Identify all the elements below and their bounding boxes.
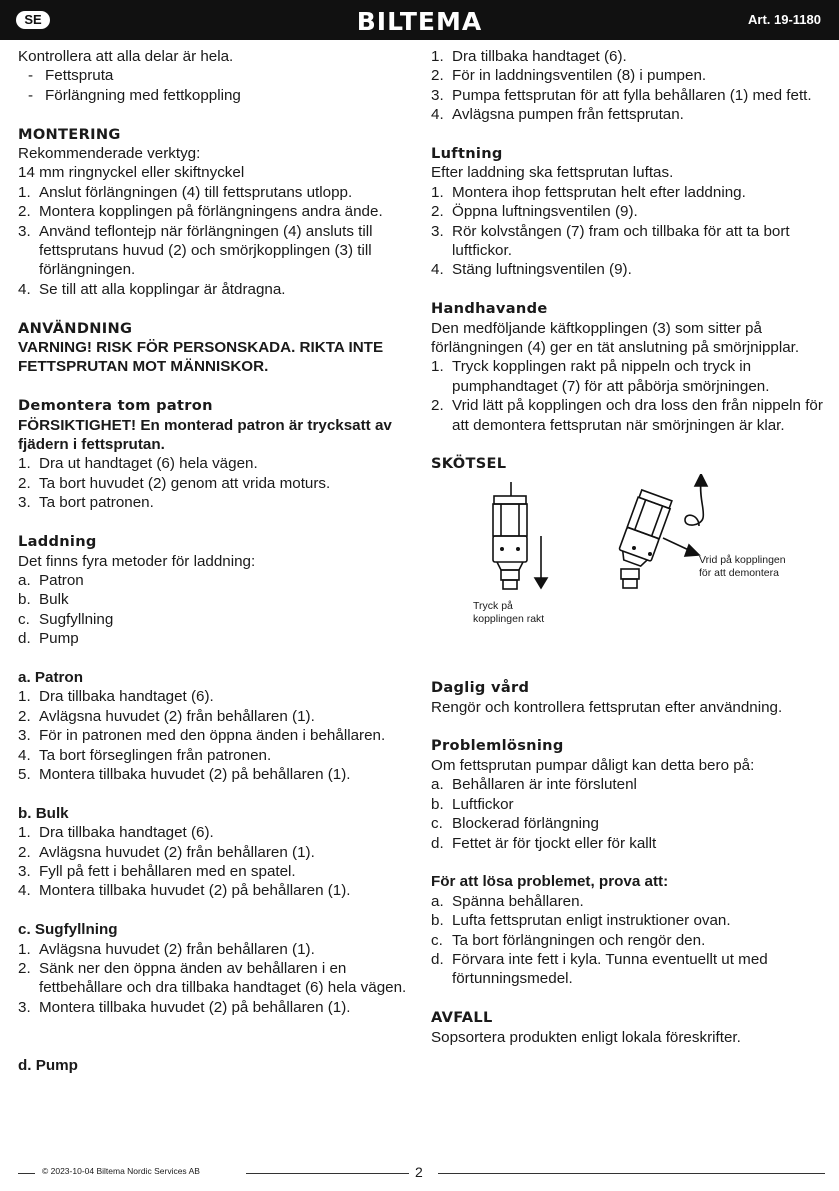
subheading-patron: a. Patron xyxy=(18,668,83,686)
language-badge: SE xyxy=(16,11,50,29)
list-item: 1. Dra tillbaka handtaget (6). xyxy=(18,824,214,842)
list-item: d. Pump xyxy=(18,630,79,648)
section-heading-demontera: Demontera tom patron xyxy=(18,397,213,415)
list-item: b. Luftfickor xyxy=(431,795,514,813)
intro-text: Kontrollera att alla delar är hela. xyxy=(18,48,234,65)
list-item: 2. Sänk ner den öppna änden av behållaren i en fettbehållare och dra tillbaka handtaget (6) hela vägen. xyxy=(18,959,407,997)
list-item: 3. Ta bort patronen. xyxy=(18,494,154,512)
list-item: 4. Ta bort förseglingen från patronen. xyxy=(18,746,272,764)
brand-logo: BILTEMA xyxy=(356,7,483,36)
laddning-intro: Det finns fyra metoder för laddning: xyxy=(18,552,256,570)
list-item: 2. Avlägsna huvudet (2) från behållaren (1). xyxy=(18,843,315,861)
list-item: 1. Dra tillbaka handtaget (6). xyxy=(18,688,214,706)
list-item: 5. Montera tillbaka huvudet (2) på behållaren (1). xyxy=(18,765,351,783)
section-heading-montering: MONTERING xyxy=(18,125,121,143)
tools-text: 14 mm ringnyckel eller skiftnyckel xyxy=(18,164,245,182)
page-number: 2 xyxy=(415,1164,423,1180)
list-item: 1. Montera ihop fettsprutan helt efter laddning. xyxy=(431,183,746,201)
footer-rule xyxy=(246,1173,409,1174)
caution-text: FÖRSIKTIGHET! En monterad patron är trycksatt av fjädern i fettsprutan. xyxy=(18,416,392,454)
header-bar xyxy=(0,0,839,40)
copyright-text: © 2023-10-04 Biltema Nordic Services AB xyxy=(42,1166,200,1176)
list-item: 1. Avlägsna huvudet (2) från behållaren (1). xyxy=(18,940,315,958)
list-item: 3. Montera tillbaka huvudet (2) på behållaren (1). xyxy=(18,998,351,1016)
list-item: 1. Tryck kopplingen rakt på nippeln och tryck in pumphandtaget (7) för att påbörja smörjningen. xyxy=(431,358,770,395)
list-item: 1. Dra ut handtaget (6) hela vägen. xyxy=(18,455,258,473)
handhavande-intro: Den medföljande käftkopplingen (3) som sitter på förlängningen (4) ger en tät anslutning på smörjnipplar. xyxy=(431,319,800,357)
list-item: b. Lufta fettsprutan enligt instruktioner ovan. xyxy=(431,912,731,930)
list-item: 2. Öppna luftningsventilen (9). xyxy=(431,203,638,221)
problem-intro: Om fettsprutan pumpar dåligt kan detta bero på: xyxy=(431,756,755,774)
section-heading-avfall: AVFALL xyxy=(431,1009,493,1027)
list-item: 4. Avlägsna pumpen från fettsprutan. xyxy=(431,106,684,124)
list-item: c. Ta bort förlängningen och rengör den. xyxy=(431,931,706,949)
list-item: b. Bulk xyxy=(18,591,69,609)
avfall-text: Sopsortera produkten enligt lokala föreskrifter. xyxy=(431,1028,741,1046)
list-item: 2. För in laddningsventilen (8) i pumpen. xyxy=(431,67,707,85)
label-push-straight: Tryck på kopplingen rakt xyxy=(473,599,545,625)
label-twist-remove: Vrid på kopplingen för att demontera xyxy=(699,553,786,579)
list-item: 3. Fyll på fett i behållaren med en spatel. xyxy=(18,862,296,880)
left-column xyxy=(18,47,413,1075)
list-item: 4. Se till att alla kopplingar är åtdragna. xyxy=(18,280,286,298)
list-item: a. Spänna behållaren. xyxy=(431,892,584,910)
list-item: 4. Stäng luftningsventilen (9). xyxy=(431,261,632,279)
section-heading-anvandning: ANVÄNDNING xyxy=(18,319,133,337)
list-item: 2. Montera kopplingen på förlängningens andra ände. xyxy=(18,203,383,221)
subheading-sugfyllning: c. Sugfyllning xyxy=(18,921,118,939)
list-item: d. Fettet är för tjockt eller för kallt xyxy=(431,834,657,852)
tools-label: Rekommenderade verktyg: xyxy=(18,145,201,163)
list-item: 2. Ta bort huvudet (2) genom att vrida moturs. xyxy=(18,474,331,492)
list-item: 3. Pumpa fettsprutan för att fylla behållaren (1) med fett. xyxy=(431,86,812,104)
footer xyxy=(18,1164,825,1182)
list-item: c. Blockerad förlängning xyxy=(431,815,599,833)
subheading-bulk: b. Bulk xyxy=(18,804,69,822)
section-heading-skotsel: SKÖTSEL xyxy=(431,455,507,473)
warning-text: VARNING! RISK FÖR PERSONSKADA. RIKTA INTE FETTSPRUTAN MOT MÄNNISKOR. xyxy=(18,339,384,376)
section-heading-laddning: Laddning xyxy=(18,533,97,551)
list-item: 2. Vrid lätt på kopplingen och dra loss den från nippeln för att demontera fettsprutan när smörjningen är klar. xyxy=(431,397,823,434)
part-item: - Förlängning med fettkoppling xyxy=(28,86,241,104)
coupling-illustration xyxy=(431,474,826,659)
footer-rule xyxy=(438,1173,825,1174)
section-heading-luftning: Luftning xyxy=(431,145,503,163)
article-number: Art. 19-1180 xyxy=(748,12,821,27)
list-item: a. Patron xyxy=(18,571,84,589)
list-item: 4. Montera tillbaka huvudet (2) på behållaren (1). xyxy=(18,882,351,900)
list-item: 2. Avlägsna huvudet (2) från behållaren (1). xyxy=(18,707,315,725)
section-heading-handhavande: Handhavande xyxy=(431,300,548,318)
part-item: - Fettspruta xyxy=(28,67,114,85)
right-column xyxy=(431,47,826,1047)
list-item: 3. Använd teflontejp när förlängningen (4) ansluts till fettsprutans huvud (2) och smörjkopplingen (3) till förlängningen. xyxy=(18,222,373,279)
list-item: 1. Dra tillbaka handtaget (6). xyxy=(431,48,627,65)
section-heading-problem: Problemlösning xyxy=(431,737,564,755)
list-item: d. Förvara inte fett i kyla. Tunna eventuellt ut med förtunningsmedel. xyxy=(431,950,768,988)
list-item: 3. För in patronen med den öppna änden i behållaren. xyxy=(18,727,386,745)
luftning-intro: Efter laddning ska fettsprutan luftas. xyxy=(431,164,674,182)
section-heading-daglig: Daglig vård xyxy=(431,679,530,697)
footer-rule xyxy=(18,1173,35,1174)
list-item: a. Behållaren är inte förslutenl xyxy=(431,776,637,794)
subheading-losa: För att lösa problemet, prova att: xyxy=(431,873,669,891)
list-item: 1. Anslut förlängningen (4) till fettsprutans utlopp. xyxy=(18,183,353,201)
list-item: c. Sugfyllning xyxy=(18,610,114,628)
daglig-text: Rengör och kontrollera fettsprutan efter användning. xyxy=(431,698,783,716)
list-item: 3. Rör kolvstången (7) fram och tillbaka för att ta bort luftfickor. xyxy=(431,222,790,260)
subheading-pump: d. Pump xyxy=(18,1056,78,1074)
